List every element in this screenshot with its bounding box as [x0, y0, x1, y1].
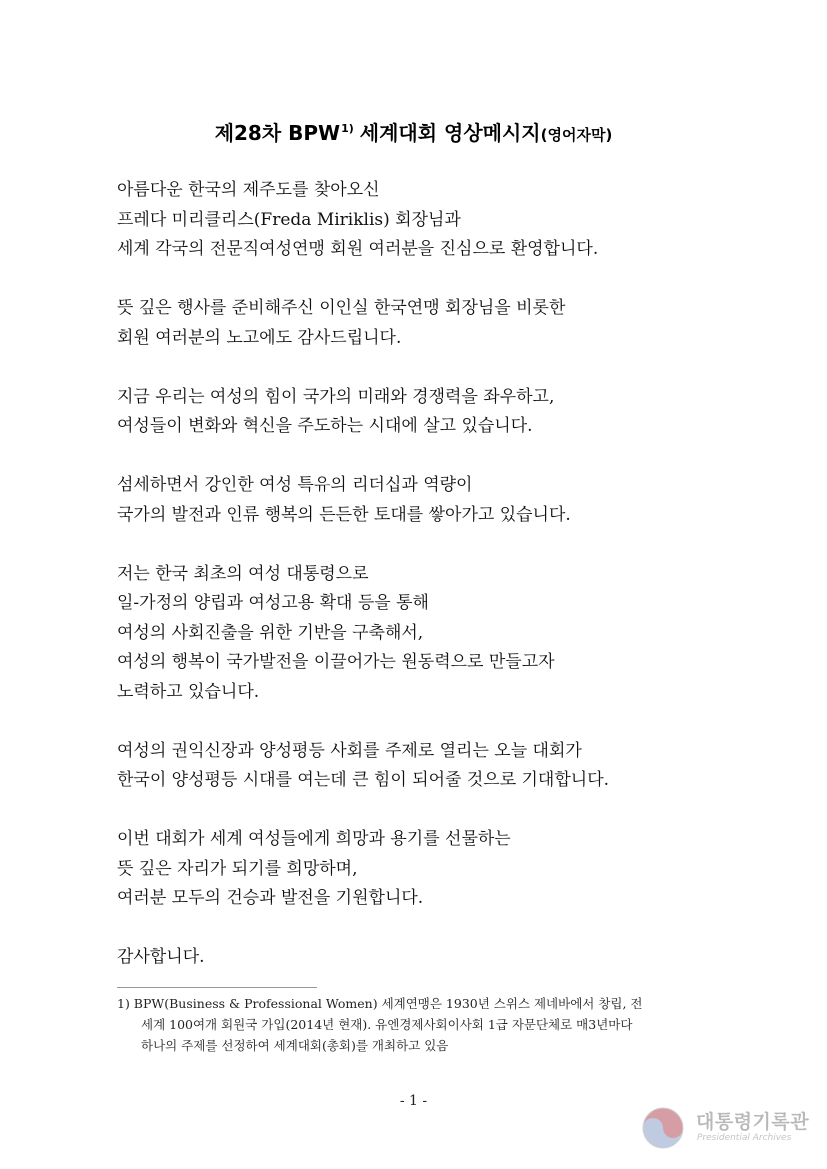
- paragraph-4: [117, 471, 717, 530]
- footnote-line: 1) BPW(Business & Professional Women) 세계연맹은 1930년 스위스 제네바에서 창립, 전: [117, 996, 643, 1011]
- text-line: 한국이 양성평등 시대를 여는데 큰 힘이 되어줄 것으로 기대합니다.: [117, 770, 610, 790]
- text-line: 프레다 미리클리스(Freda Miriklis) 회장님과: [117, 209, 461, 230]
- paragraph-8: [117, 943, 717, 973]
- paragraph-1: [117, 176, 717, 265]
- title-suffix: (영어자막): [540, 126, 613, 144]
- text-line: 여성의 행복이 국가발전을 이끌어가는 원동력으로 만들고자: [117, 652, 555, 672]
- paragraph-5: [117, 560, 717, 708]
- text-line: 여성들이 변화와 혁신을 주도하는 시대에 살고 있습니다.: [117, 416, 533, 436]
- text-line: 섬세하면서 강인한 여성 특유의 리더십과 역량이: [117, 475, 473, 495]
- page-number: - 1 -: [399, 1093, 428, 1109]
- text-line: 뜻 깊은 행사를 준비해주신 이인실 한국연맹 회장님을 비롯한: [117, 298, 566, 318]
- text-line: 여러분 모두의 건승과 발전을 기원합니다.: [117, 888, 424, 908]
- text-line: 뜻 깊은 자리가 되기를 희망하며,: [117, 858, 358, 879]
- text-line: 아름다운 한국의 제주도를 찾아오신: [117, 180, 380, 200]
- page-title: [0, 117, 827, 146]
- footnote-line: 세계 100여개 회원국 가입(2014년 현재). 유엔경제사회이사회 1급 자문단체로 매3년마다: [141, 1017, 633, 1032]
- title-main: 제28차 BPW: [214, 121, 341, 145]
- paragraph-2: [117, 294, 717, 353]
- text-line: 회원 여러분의 노고에도 감사드립니다.: [117, 327, 402, 348]
- footnote-divider: [117, 987, 317, 988]
- text-line: 여성의 사회진출을 위한 기반을 구축해서,: [117, 622, 424, 643]
- footnote: [117, 993, 717, 1056]
- text-line: 이번 대회가 세계 여성들에게 희망과 용기를 선물하는: [117, 829, 511, 849]
- paragraph-3: [117, 383, 717, 442]
- archive-watermark: [640, 1103, 810, 1153]
- text-line: 노력하고 있습니다.: [117, 681, 260, 702]
- text-line: 지금 우리는 여성의 힘이 국가의 미래와 경쟁력을 좌우하고,: [117, 386, 555, 407]
- text-line: 여성의 권익신장과 양성평등 사회를 주제로 열리는 오늘 대회가: [117, 740, 582, 761]
- text-line: 국가의 발전과 인류 행복의 든든한 토대를 쌓아가고 있습니다.: [117, 504, 571, 525]
- text-line: 일-가정의 양립과 여성고용 확대 등을 통해: [117, 593, 429, 613]
- footnote-line: 하나의 주제를 선정하여 세계대회(총회)를 개최하고 있음: [141, 1038, 449, 1053]
- text-line: 감사합니다.: [117, 947, 205, 967]
- taegeuk-logo-icon: [640, 1105, 686, 1151]
- text-line: 세계 각국의 전문직여성연맹 회원 여러분을 진심으로 환영합니다.: [117, 239, 599, 259]
- text-line: 저는 한국 최초의 여성 대통령으로: [117, 563, 369, 584]
- title-footnote-marker: 1): [341, 122, 354, 135]
- message-body: [117, 176, 717, 1002]
- paragraph-7: [117, 825, 717, 914]
- watermark-subtitle: Presidential Archives: [697, 1133, 792, 1143]
- watermark-name: 대통령기록관: [696, 1111, 810, 1133]
- paragraph-6: [117, 737, 717, 796]
- title-rest: 세계대회 영상메시지: [359, 121, 541, 145]
